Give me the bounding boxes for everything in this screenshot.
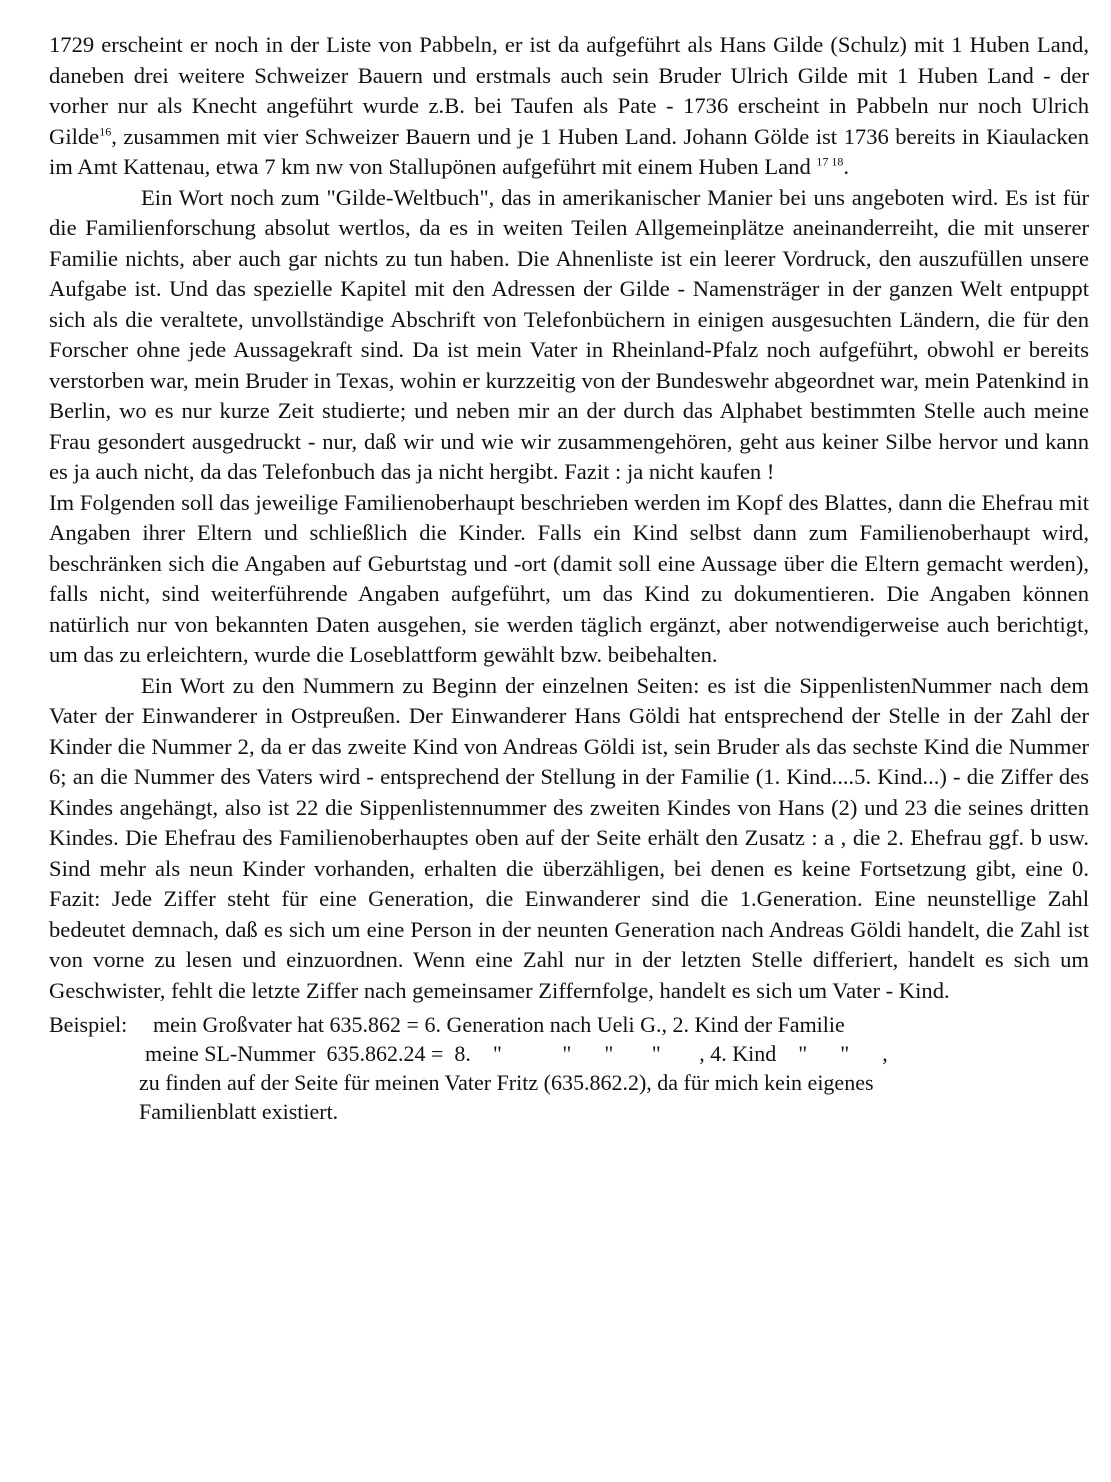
paragraph-text: 1729 erscheint er noch in der Liste von Pabbeln, er ist da aufgeführt als Hans Gilde (Schulz) mit 1 Huben Land, daneben drei weitere Schweizer Bauern und erstmals auch sein Bruder Ulrich Gilde mit 1 Huben Land - der vorher nur als Knecht angeführt wurde z.B. bei Taufen als Pate - 1736 erscheint in Pabbeln nur noch Ulrich Gilde [49, 32, 1089, 149]
document-body [49, 30, 1089, 1006]
example-line-2: meine SL-Nummer 635.862.24 = 8. " " " " , 4. Kind " " , [145, 1041, 888, 1066]
paragraph-text: Ein Wort noch zum "Gilde-Weltbuch", das in amerikanischer Manier bei uns angeboten wird. Es ist für die Familienforschung absolut wertlos, da es in weiten Teilen Allgemeinplätze aneinanderreiht, die mit unserer Familie nichts, aber auch gar nichts zu tun haben. Die Ahnenliste ist ein leerer Vordruck, den auszufüllen unsere Aufgabe ist. Und das spezielle Kapitel mit den Adressen der Gilde - Namensträger in der ganzen Welt entpuppt sich als die veraltete, unvollständige Abschrift von Telefonbüchern in einigen ausgesuchten Ländern, die für den Forscher ohne jede Aussagekraft sind. Da ist mein Vater in Rheinland-Pfalz noch aufgeführt, obwohl er bereits verstorben war, mein Bruder in Texas, wohin er kurzzeitig von der Bundeswehr abgeordnet war, mein Patenkind in Berlin, wo es nur kurze Zeit studierte; und neben mir an der durch das Alphabet bestimmten Stelle auch meine Frau gesondert ausgedruckt - nur, daß wir und wie wir zusammengehören, geht aus keiner Silbe hervor und kann es ja auch nicht, da das Telefonbuch das ja nicht hergibt. Fazit : ja nicht kaufen ! [49, 184, 1089, 484]
document-page [49, 30, 1089, 1126]
paragraph-p4 [49, 671, 1089, 1007]
example-label: Beispiel: [49, 1012, 128, 1037]
footnote-ref: 16 [99, 123, 112, 138]
paragraph-text: Ein Wort zu den Nummern zu Beginn der einzelnen Seiten: es ist die SippenlistenNummer nach dem Vater der Einwanderer in Ostpreußen. Der Einwanderer Hans Göldi hat entsprechend der Stelle in der Zahl der Kinder die Nummer 2, da er das zweite Kind von Andreas Göldi ist, sein Bruder als das sechste Kind die Nummer 6; an die Nummer des Vaters wird - entsprechend der Stellung in der Familie (1. Kind....5. Kind...) - die Ziffer des Kindes angehängt, also ist 22 die Sippenlistennummer des zweiten Kindes von Hans (2) und 23 die seines dritten Kindes. Die Ehefrau des Familienoberhauptes oben auf der Seite erhält den Zusatz : a , die 2. Ehefrau ggf. b usw. Sind mehr als neun Kinder vorhanden, erhalten die überzähligen, bei denen es keine Fortsetzung gibt, eine 0. Fazit: Jede Ziffer steht für eine Generation, die Einwanderer sind die 1.Generation. Eine neunstellige Zahl bedeutet demnach, daß es sich um eine Person in der neunten Generation nach Andreas Göldi handelt, die Zahl ist von vorne zu lesen und einzuordnen. Wenn eine Zahl nur in der letzten Stelle differiert, handelt es sich um Geschwister, fehlt die letzte Ziffer nach gemeinsamer Ziffernfolge, handelt es sich um Vater - Kind. [49, 672, 1089, 1003]
footnote-ref: 17 18 [816, 154, 844, 169]
example-row [49, 1010, 1089, 1039]
example-line-3: zu finden auf der Seite für meinen Vater Fritz (635.862.2), da für mich kein eigenes [139, 1070, 874, 1095]
example-line-1: mein Großvater hat 635.862 = 6. Generation nach Ueli G., 2. Kind der Familie [153, 1012, 845, 1037]
paragraph-text: . [843, 154, 850, 179]
paragraph-p2 [49, 183, 1089, 488]
paragraph-text: , zusammen mit vier Schweizer Bauern und je 1 Huben Land. Johann Gölde ist 1736 bereits in Kiaulacken im Amt Kattenau, etwa 7 km nw von Stallupönen aufgeführt mit einem Huben Land [49, 123, 1089, 179]
example-block [49, 1010, 1089, 1126]
example-line-4: Familienblatt existiert. [139, 1099, 339, 1124]
paragraph-p3 [49, 488, 1089, 671]
paragraph-p1 [49, 30, 1089, 183]
paragraph-text: Im Folgenden soll das jeweilige Familienoberhaupt beschrieben werden im Kopf des Blattes, dann die Ehefrau mit Angaben ihrer Eltern und schließlich die Kinder. Falls ein Kind selbst dann zum Familienoberhaupt wird, beschränken sich die Angaben auf Geburtstag und -ort (damit soll eine Aussage über die Eltern gemacht werden), falls nicht, sind weiterführende Angaben aufgeführt, um das Kind zu dokumentieren. Die Angaben können natürlich nur von bekannten Daten ausgehen, sie werden täglich ergänzt, aber notwendigerweise auch berichtigt, um das zu erleichtern, wurde die Loseblattform gewählt bzw. beibehalten. [49, 489, 1089, 667]
